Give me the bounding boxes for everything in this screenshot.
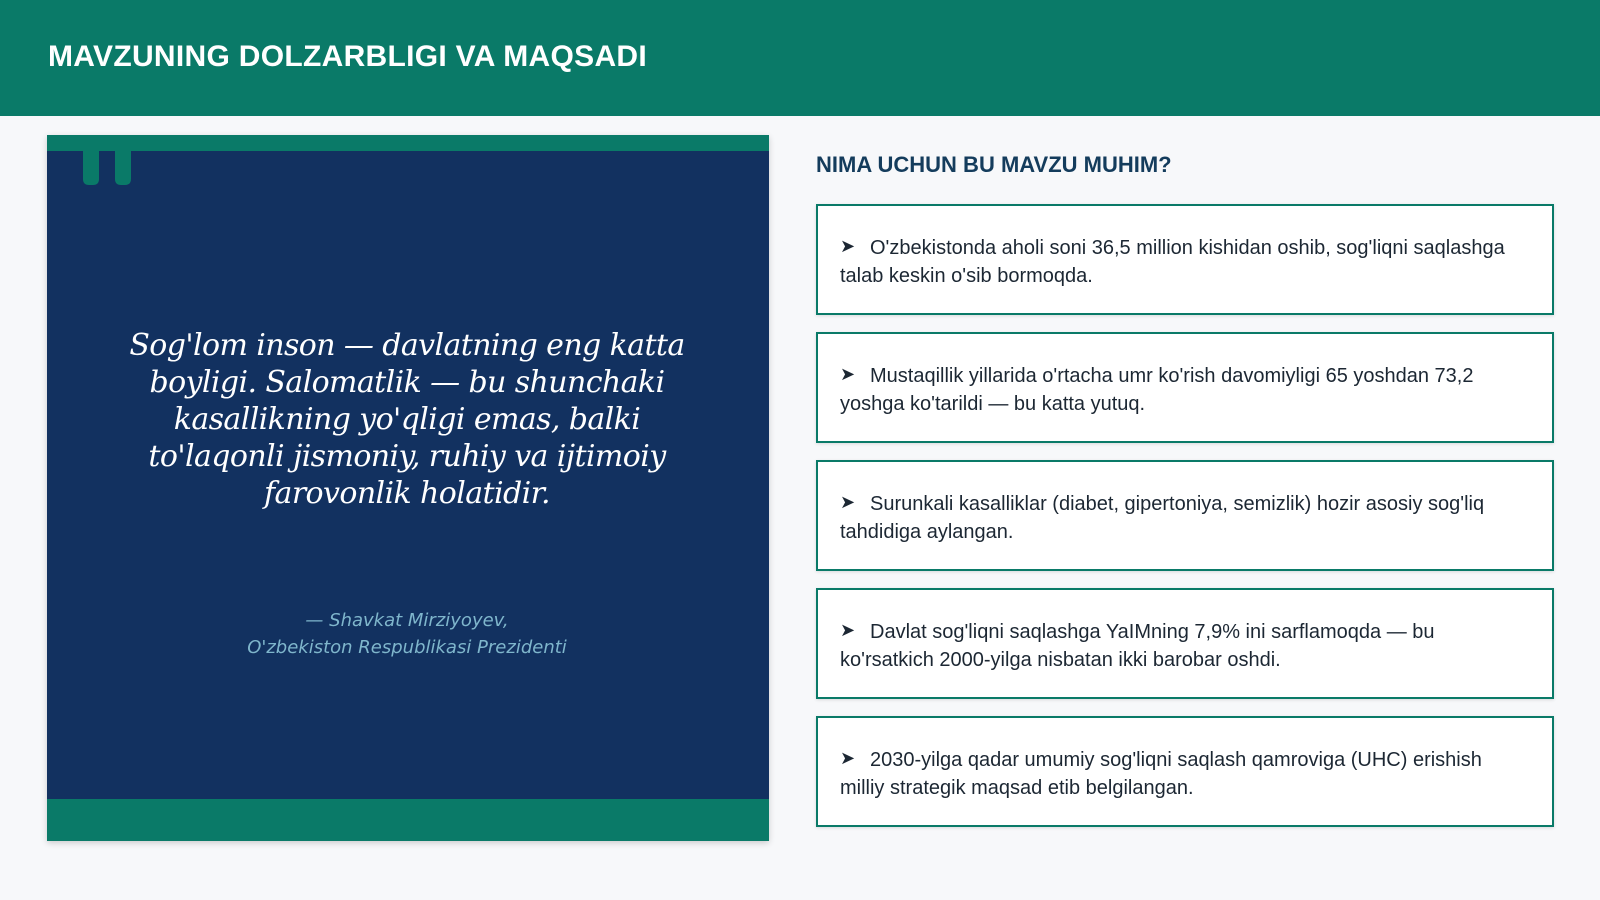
quote-author-title: O'zbekiston Respublikasi Prezidenti (247, 637, 567, 658)
list-item-text: Mustaqillik yillarida o'rtacha umr ko'rish davomiyligi 65 yoshdan 73,2 yoshga ko'tarildi — bu katta yutuq. (840, 365, 1474, 415)
page-title: MAVZUNING DOLZARBLIGI VA MAQSADI (48, 40, 648, 73)
list-item (816, 332, 1554, 443)
list-item-text: Davlat sog'liqni saqlashga YaIMning 7,9% ini sarflamoqda — bu ko'rsatkich 2000-yilga nisbatan ikki barobar oshdi. (840, 621, 1435, 671)
arrow-bullet-icon: ➤ (840, 748, 856, 768)
list-item-text: O'zbekistonda aholi soni 36,5 million kishidan oshib, sog'liqni saqlashga talab keskin o'sib bormoqda. (840, 237, 1505, 287)
arrow-bullet-icon: ➤ (840, 364, 856, 384)
list-item (816, 204, 1554, 315)
section-title: NIMA UCHUN BU MAVZU MUHIM? (816, 152, 1172, 177)
arrow-bullet-icon: ➤ (840, 492, 856, 512)
list-item (816, 716, 1554, 827)
quote-author-name: — Shavkat Mirziyoyev, (305, 610, 509, 631)
arrow-bullet-icon: ➤ (840, 236, 856, 256)
quote-author (107, 607, 707, 661)
list-item-text: Surunkali kasalliklar (diabet, gipertoniya, semizlik) hozir asosiy sog'liq tahdidiga aylangan. (840, 493, 1485, 543)
list-item (816, 588, 1554, 699)
quote-text: Sog'lom inson — davlatning eng katta boyligi. Salomatlik — bu shunchaki kasallikning yo'qligi emas, balki to'laqonli jismoniy, ruhiy va ijtimoiy farovonlik holatidir. (129, 328, 685, 511)
quote-mark-icon (83, 149, 135, 189)
arrow-bullet-icon: ➤ (840, 620, 856, 640)
header-bar (0, 0, 1600, 116)
list-item (816, 460, 1554, 571)
quote-card (47, 135, 769, 841)
points-list (816, 204, 1554, 844)
list-item-text: 2030-yilga qadar umumiy sog'liqni saqlash qamroviga (UHC) erishish milliy strategik maqsad etib belgilangan. (840, 749, 1482, 799)
